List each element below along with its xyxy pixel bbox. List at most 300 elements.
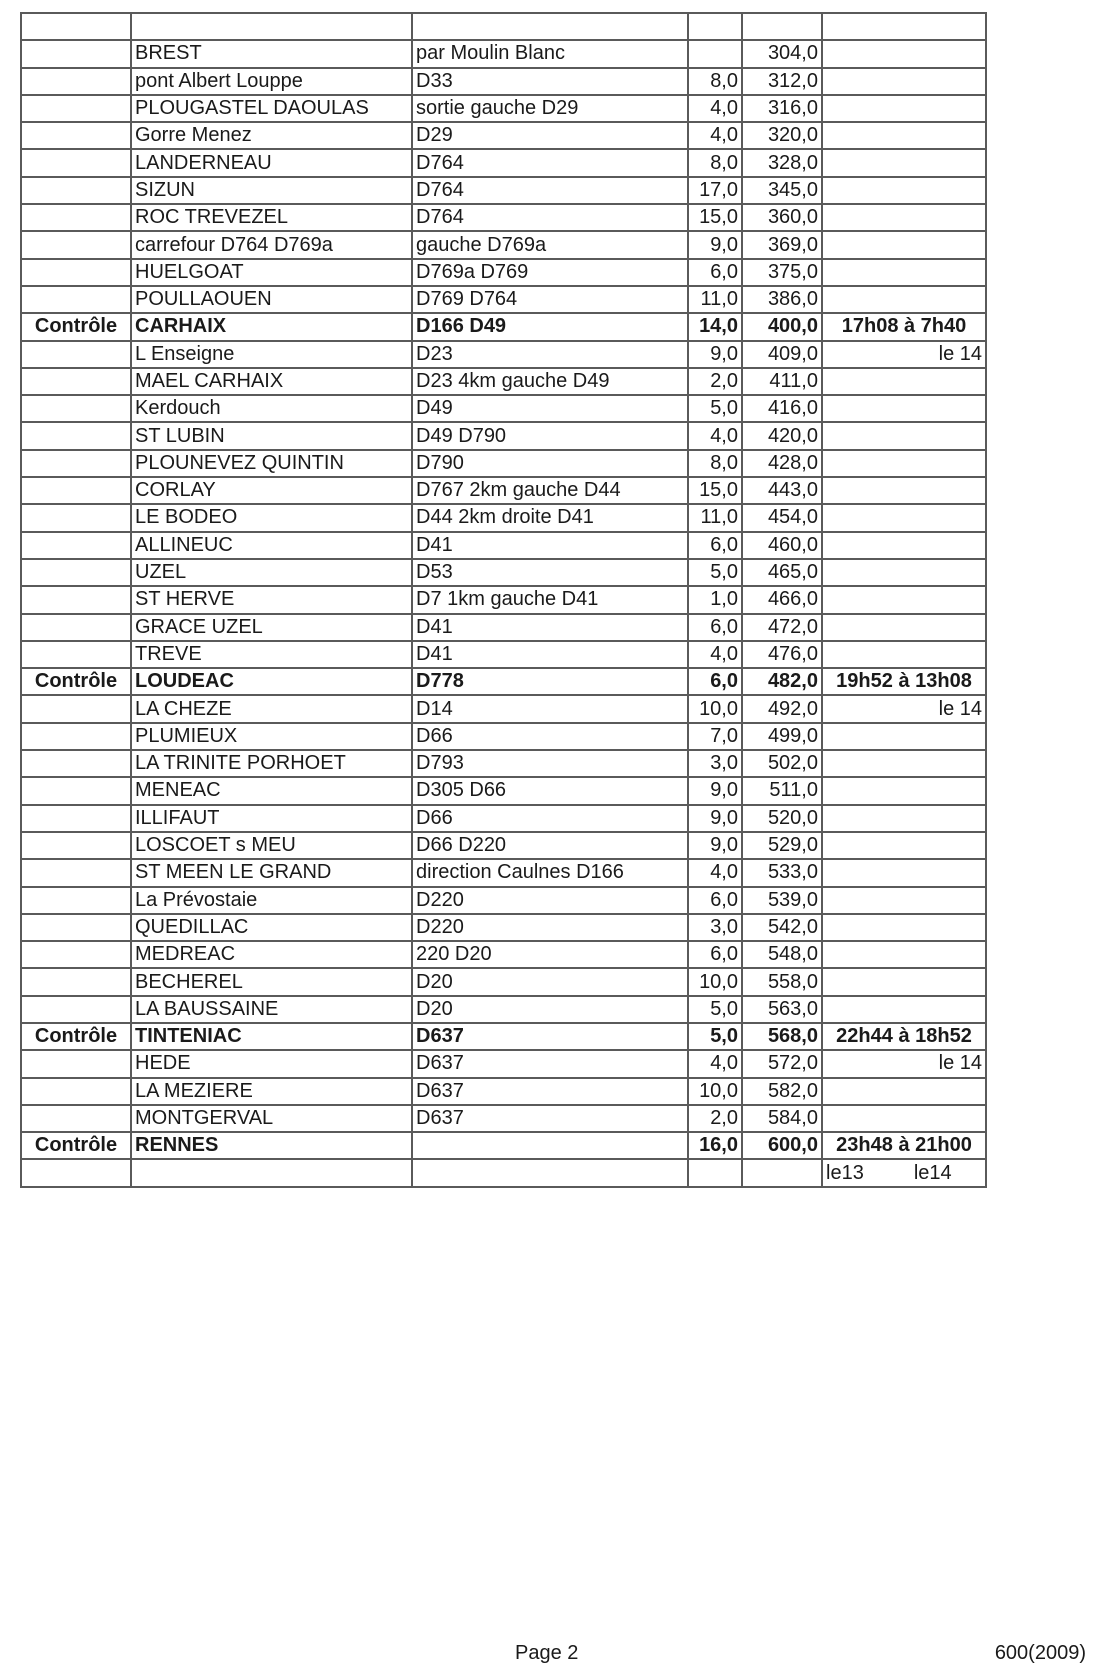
table-row (21, 996, 986, 1023)
control-label: Contrôle (21, 1023, 131, 1050)
control-label (21, 122, 131, 149)
stage-distance: 6,0 (688, 668, 742, 695)
stage-distance: 9,0 (688, 231, 742, 258)
control-row (21, 313, 986, 340)
cumulative-distance: 369,0 (742, 231, 822, 258)
control-row (21, 1023, 986, 1050)
place-name: ILLIFAUT (131, 805, 412, 832)
stage-distance: 10,0 (688, 1078, 742, 1105)
cumulative-distance: 360,0 (742, 204, 822, 231)
route-directions: D637 (412, 1105, 688, 1132)
date-end: le14 (913, 1161, 952, 1184)
cumulative-distance: 316,0 (742, 95, 822, 122)
place-name: TINTENIAC (131, 1023, 412, 1050)
stage-distance: 8,0 (688, 450, 742, 477)
route-directions: D220 (412, 887, 688, 914)
route-directions: 220 D20 (412, 941, 688, 968)
control-label (21, 395, 131, 422)
table-row (21, 941, 986, 968)
stage-distance: 3,0 (688, 750, 742, 777)
control-times (822, 395, 986, 422)
cumulative-distance: 533,0 (742, 859, 822, 886)
place-name: LANDERNEAU (131, 149, 412, 176)
place-name: MENEAC (131, 777, 412, 804)
cumulative-distance: 572,0 (742, 1050, 822, 1077)
control-times (822, 368, 986, 395)
place-name: CARHAIX (131, 313, 412, 340)
place-name: LA MEZIERE (131, 1078, 412, 1105)
route-directions: D41 (412, 641, 688, 668)
place-name: CORLAY (131, 477, 412, 504)
control-times (822, 996, 986, 1023)
route-directions: D166 D49 (412, 313, 688, 340)
route-directions: par Moulin Blanc (412, 40, 688, 67)
place-name: pont Albert Louppe (131, 68, 412, 95)
control-label (21, 805, 131, 832)
cumulative-distance: 502,0 (742, 750, 822, 777)
route-directions: direction Caulnes D166 (412, 859, 688, 886)
table-row (21, 1050, 986, 1077)
route-directions: D44 2km droite D41 (412, 504, 688, 531)
control-times (822, 941, 986, 968)
control-label (21, 422, 131, 449)
control-label (21, 341, 131, 368)
table-row (21, 368, 986, 395)
cumulative-distance: 420,0 (742, 422, 822, 449)
control-times (822, 723, 986, 750)
control-label (21, 95, 131, 122)
control-times (822, 586, 986, 613)
table-row (21, 532, 986, 559)
table-row (21, 68, 986, 95)
control-label: Contrôle (21, 1132, 131, 1159)
stage-distance: 4,0 (688, 122, 742, 149)
control-times (822, 750, 986, 777)
route-directions: D764 (412, 177, 688, 204)
cumulative-distance: 558,0 (742, 968, 822, 995)
control-label (21, 996, 131, 1023)
table-row (21, 1159, 986, 1186)
control-times: 22h44 à 18h52 (822, 1023, 986, 1050)
control-label (21, 259, 131, 286)
cumulative-distance: 499,0 (742, 723, 822, 750)
place-name: HEDE (131, 1050, 412, 1077)
stage-distance: 6,0 (688, 259, 742, 286)
table-row (21, 286, 986, 313)
cumulative-distance: 482,0 (742, 668, 822, 695)
route-directions: D637 (412, 1050, 688, 1077)
stage-distance: 10,0 (688, 695, 742, 722)
control-times (822, 1078, 986, 1105)
place-name: QUEDILLAC (131, 914, 412, 941)
stage-distance: 11,0 (688, 504, 742, 531)
place-name: UZEL (131, 559, 412, 586)
table-row (21, 504, 986, 531)
route-directions: D66 (412, 723, 688, 750)
cumulative-distance: 600,0 (742, 1132, 822, 1159)
control-label (21, 914, 131, 941)
table-row (21, 887, 986, 914)
control-label (21, 368, 131, 395)
cumulative-distance: 345,0 (742, 177, 822, 204)
table-row (21, 723, 986, 750)
cumulative-distance: 472,0 (742, 614, 822, 641)
cumulative-distance: 520,0 (742, 805, 822, 832)
stage-distance: 1,0 (688, 586, 742, 613)
control-times (822, 422, 986, 449)
cumulative-distance: 320,0 (742, 122, 822, 149)
route-directions: D778 (412, 668, 688, 695)
cumulative-distance: 386,0 (742, 286, 822, 313)
stage-distance: 4,0 (688, 859, 742, 886)
control-times (822, 231, 986, 258)
table-row (21, 149, 986, 176)
cumulative-distance: 563,0 (742, 996, 822, 1023)
cumulative-distance: 454,0 (742, 504, 822, 531)
cumulative-distance: 400,0 (742, 313, 822, 340)
route-directions: D637 (412, 1023, 688, 1050)
stage-distance: 2,0 (688, 368, 742, 395)
control-times (822, 805, 986, 832)
document-reference: 600(2009) (994, 1642, 1086, 1664)
control-times (822, 122, 986, 149)
control-label (21, 723, 131, 750)
place-name: GRACE UZEL (131, 614, 412, 641)
control-times (822, 40, 986, 67)
control-times (822, 641, 986, 668)
place-name: BECHEREL (131, 968, 412, 995)
table-row (21, 832, 986, 859)
stage-distance: 17,0 (688, 177, 742, 204)
cumulative-distance: 375,0 (742, 259, 822, 286)
table-row (21, 750, 986, 777)
control-times: 23h48 à 21h00 (822, 1132, 986, 1159)
cumulative-distance: 312,0 (742, 68, 822, 95)
control-times (822, 532, 986, 559)
control-label (21, 177, 131, 204)
control-times (822, 95, 986, 122)
control-label (21, 586, 131, 613)
place-name (131, 1159, 412, 1186)
place-name: PLOUNEVEZ QUINTIN (131, 450, 412, 477)
place-name: ROC TREVEZEL (131, 204, 412, 231)
route-directions: D53 (412, 559, 688, 586)
control-label (21, 40, 131, 67)
control-times (822, 859, 986, 886)
table-row (21, 1105, 986, 1132)
control-label (21, 859, 131, 886)
place-name: ST MEEN LE GRAND (131, 859, 412, 886)
stage-distance (688, 1159, 742, 1186)
stage-distance: 8,0 (688, 149, 742, 176)
control-row (21, 1132, 986, 1159)
stage-distance: 10,0 (688, 968, 742, 995)
table-row (21, 341, 986, 368)
cumulative-distance: 328,0 (742, 149, 822, 176)
stage-distance: 6,0 (688, 532, 742, 559)
control-times: le 14 (822, 341, 986, 368)
route-directions (412, 13, 688, 40)
control-label (21, 231, 131, 258)
route-directions: D49 (412, 395, 688, 422)
control-label (21, 450, 131, 477)
control-times: 17h08 à 7h40 (822, 313, 986, 340)
stage-distance: 5,0 (688, 1023, 742, 1050)
cumulative-distance: 428,0 (742, 450, 822, 477)
table-row (21, 259, 986, 286)
route-directions (412, 1159, 688, 1186)
route-directions (412, 1132, 688, 1159)
control-label (21, 968, 131, 995)
control-label (21, 1050, 131, 1077)
cumulative-distance: 542,0 (742, 914, 822, 941)
stage-distance: 3,0 (688, 914, 742, 941)
route-directions: D23 (412, 341, 688, 368)
route-directions: D793 (412, 750, 688, 777)
control-label (21, 149, 131, 176)
cumulative-distance: 460,0 (742, 532, 822, 559)
stage-distance: 8,0 (688, 68, 742, 95)
stage-distance: 5,0 (688, 996, 742, 1023)
table-row (21, 559, 986, 586)
page-number: Page 2 (515, 1642, 579, 1664)
route-directions: D769 D764 (412, 286, 688, 313)
control-label (21, 750, 131, 777)
control-label (21, 1159, 131, 1186)
cumulative-distance: 539,0 (742, 887, 822, 914)
control-times (822, 968, 986, 995)
route-directions: D764 (412, 204, 688, 231)
control-label (21, 695, 131, 722)
control-label (21, 477, 131, 504)
control-times (822, 614, 986, 641)
stage-distance: 5,0 (688, 395, 742, 422)
control-label (21, 777, 131, 804)
table-row (21, 805, 986, 832)
control-label (21, 614, 131, 641)
table-row (21, 231, 986, 258)
stage-distance: 5,0 (688, 559, 742, 586)
control-times (822, 286, 986, 313)
control-times (822, 1159, 986, 1186)
place-name: LA CHEZE (131, 695, 412, 722)
route-directions: D20 (412, 968, 688, 995)
table-row (21, 122, 986, 149)
control-label (21, 532, 131, 559)
cumulative-distance (742, 13, 822, 40)
route-directions: D23 4km gauche D49 (412, 368, 688, 395)
place-name: LA TRINITE PORHOET (131, 750, 412, 777)
table-row (21, 477, 986, 504)
table-row (21, 641, 986, 668)
control-times (822, 68, 986, 95)
table-row (21, 395, 986, 422)
route-directions: D7 1km gauche D41 (412, 586, 688, 613)
date-start: le13 (826, 1161, 864, 1184)
place-name: MEDREAC (131, 941, 412, 968)
control-label (21, 887, 131, 914)
control-times (822, 777, 986, 804)
stage-distance: 4,0 (688, 95, 742, 122)
stage-distance: 15,0 (688, 477, 742, 504)
cumulative-distance: 492,0 (742, 695, 822, 722)
control-label (21, 1078, 131, 1105)
control-times (822, 477, 986, 504)
table-row (21, 13, 986, 40)
stage-distance: 4,0 (688, 422, 742, 449)
place-name: SIZUN (131, 177, 412, 204)
control-times (822, 259, 986, 286)
route-table-body (21, 13, 986, 1187)
table-row (21, 40, 986, 67)
stage-distance: 2,0 (688, 1105, 742, 1132)
route-directions: D66 D220 (412, 832, 688, 859)
table-row (21, 777, 986, 804)
control-label (21, 832, 131, 859)
route-directions: D41 (412, 532, 688, 559)
place-name: MAEL CARHAIX (131, 368, 412, 395)
control-label (21, 1105, 131, 1132)
stage-distance (688, 13, 742, 40)
stage-distance: 15,0 (688, 204, 742, 231)
stage-distance: 9,0 (688, 805, 742, 832)
place-name: PLOUGASTEL DAOULAS (131, 95, 412, 122)
stage-distance: 11,0 (688, 286, 742, 313)
table-row (21, 1078, 986, 1105)
place-name: POULLAOUEN (131, 286, 412, 313)
route-directions: D49 D790 (412, 422, 688, 449)
table-row (21, 450, 986, 477)
route-directions: D14 (412, 695, 688, 722)
place-name: ALLINEUC (131, 532, 412, 559)
stage-distance: 6,0 (688, 887, 742, 914)
table-row (21, 95, 986, 122)
cumulative-distance: 584,0 (742, 1105, 822, 1132)
table-row (21, 695, 986, 722)
cumulative-distance: 568,0 (742, 1023, 822, 1050)
control-label (21, 204, 131, 231)
route-directions: D220 (412, 914, 688, 941)
control-label (21, 286, 131, 313)
control-times: 19h52 à 13h08 (822, 668, 986, 695)
route-directions: gauche D769a (412, 231, 688, 258)
route-directions: D767 2km gauche D44 (412, 477, 688, 504)
place-name (131, 13, 412, 40)
route-directions: D769a D769 (412, 259, 688, 286)
stage-distance: 4,0 (688, 1050, 742, 1077)
control-label (21, 68, 131, 95)
stage-distance: 9,0 (688, 832, 742, 859)
cumulative-distance: 466,0 (742, 586, 822, 613)
control-label (21, 504, 131, 531)
control-times (822, 504, 986, 531)
place-name: ST HERVE (131, 586, 412, 613)
cumulative-distance: 511,0 (742, 777, 822, 804)
stage-distance: 9,0 (688, 341, 742, 368)
place-name: LOUDEAC (131, 668, 412, 695)
cumulative-distance: 411,0 (742, 368, 822, 395)
cumulative-distance: 443,0 (742, 477, 822, 504)
stage-distance: 6,0 (688, 614, 742, 641)
table-row (21, 586, 986, 613)
control-label: Contrôle (21, 668, 131, 695)
cumulative-distance: 416,0 (742, 395, 822, 422)
control-times (822, 1105, 986, 1132)
cumulative-distance: 548,0 (742, 941, 822, 968)
place-name: PLUMIEUX (131, 723, 412, 750)
stage-distance: 6,0 (688, 941, 742, 968)
route-directions: D764 (412, 149, 688, 176)
place-name: L Enseigne (131, 341, 412, 368)
route-table (20, 12, 987, 1188)
place-name: carrefour D764 D769a (131, 231, 412, 258)
cumulative-distance: 465,0 (742, 559, 822, 586)
control-label (21, 13, 131, 40)
place-name: Gorre Menez (131, 122, 412, 149)
place-name: LOSCOET s MEU (131, 832, 412, 859)
control-label: Contrôle (21, 313, 131, 340)
place-name: TREVE (131, 641, 412, 668)
stage-distance: 7,0 (688, 723, 742, 750)
route-directions: D29 (412, 122, 688, 149)
place-name: ST LUBIN (131, 422, 412, 449)
control-label (21, 641, 131, 668)
route-directions: D66 (412, 805, 688, 832)
table-row (21, 177, 986, 204)
route-directions: D790 (412, 450, 688, 477)
control-times (822, 914, 986, 941)
control-row (21, 668, 986, 695)
control-times (822, 887, 986, 914)
control-times (822, 832, 986, 859)
control-times (822, 177, 986, 204)
control-label (21, 559, 131, 586)
route-directions: sortie gauche D29 (412, 95, 688, 122)
stage-distance (688, 40, 742, 67)
route-directions: D20 (412, 996, 688, 1023)
cumulative-distance: 529,0 (742, 832, 822, 859)
stage-distance: 9,0 (688, 777, 742, 804)
control-times: le 14 (822, 695, 986, 722)
cumulative-distance (742, 1159, 822, 1186)
table-row (21, 859, 986, 886)
table-row (21, 614, 986, 641)
place-name: Kerdouch (131, 395, 412, 422)
table-row (21, 422, 986, 449)
cumulative-distance: 409,0 (742, 341, 822, 368)
place-name: BREST (131, 40, 412, 67)
route-directions: D33 (412, 68, 688, 95)
place-name: LE BODEO (131, 504, 412, 531)
route-directions: D637 (412, 1078, 688, 1105)
cumulative-distance: 304,0 (742, 40, 822, 67)
route-directions: D305 D66 (412, 777, 688, 804)
control-times (822, 450, 986, 477)
stage-distance: 16,0 (688, 1132, 742, 1159)
stage-distance: 14,0 (688, 313, 742, 340)
stage-distance: 4,0 (688, 641, 742, 668)
control-times (822, 149, 986, 176)
control-times (822, 13, 986, 40)
control-label (21, 941, 131, 968)
cumulative-distance: 476,0 (742, 641, 822, 668)
place-name: La Prévostaie (131, 887, 412, 914)
control-times (822, 204, 986, 231)
place-name: LA BAUSSAINE (131, 996, 412, 1023)
table-row (21, 914, 986, 941)
route-directions: D41 (412, 614, 688, 641)
control-times (822, 559, 986, 586)
